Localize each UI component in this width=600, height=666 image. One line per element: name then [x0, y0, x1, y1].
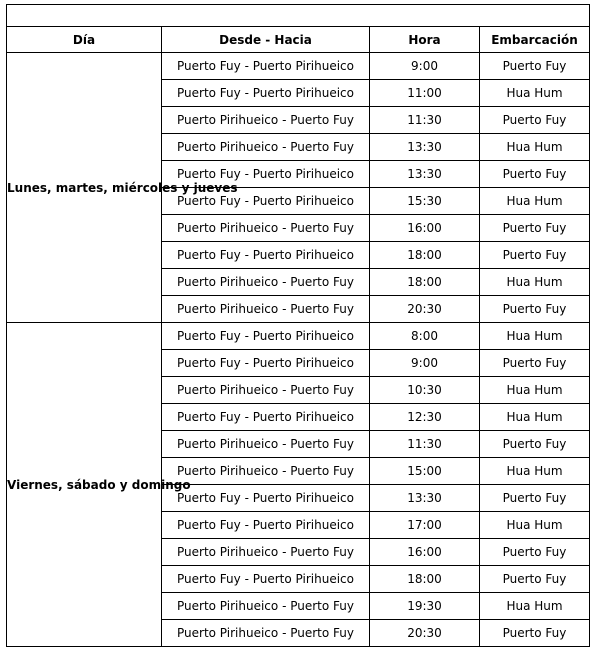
time-cell: 18:00: [370, 269, 480, 296]
route-cell: Puerto Fuy - Puerto Pirihueico: [162, 404, 370, 431]
header-hora: Hora: [370, 27, 480, 53]
boat-cell: Puerto Fuy: [480, 620, 590, 647]
table-header-row: [7, 27, 590, 53]
boat-cell: Hua Hum: [480, 377, 590, 404]
header-desde-hacia: Desde - Hacia: [162, 27, 370, 53]
boat-cell: Puerto Fuy: [480, 431, 590, 458]
route-cell: Puerto Fuy - Puerto Pirihueico: [162, 485, 370, 512]
time-cell: 10:30: [370, 377, 480, 404]
table-row: [7, 53, 590, 80]
boat-cell: Hua Hum: [480, 323, 590, 350]
boat-cell: Puerto Fuy: [480, 215, 590, 242]
route-cell: Puerto Fuy - Puerto Pirihueico: [162, 53, 370, 80]
route-cell: Puerto Pirihueico - Puerto Fuy: [162, 215, 370, 242]
boat-cell: Puerto Fuy: [480, 566, 590, 593]
route-cell: Puerto Fuy - Puerto Pirihueico: [162, 512, 370, 539]
boat-cell: Hua Hum: [480, 512, 590, 539]
time-cell: 15:30: [370, 188, 480, 215]
table-row: [7, 323, 590, 350]
time-cell: 20:30: [370, 620, 480, 647]
header-dia: Día: [7, 27, 162, 53]
time-cell: 18:00: [370, 566, 480, 593]
boat-cell: Puerto Fuy: [480, 242, 590, 269]
header-embarcacion: Embarcación: [480, 27, 590, 53]
time-cell: 16:00: [370, 539, 480, 566]
route-cell: Puerto Fuy - Puerto Pirihueico: [162, 80, 370, 107]
time-cell: 13:30: [370, 134, 480, 161]
boat-cell: Puerto Fuy: [480, 53, 590, 80]
route-cell: Puerto Pirihueico - Puerto Fuy: [162, 269, 370, 296]
boat-cell: Puerto Fuy: [480, 350, 590, 377]
route-cell: Puerto Pirihueico - Puerto Fuy: [162, 107, 370, 134]
time-cell: 11:00: [370, 80, 480, 107]
boat-cell: Puerto Fuy: [480, 539, 590, 566]
time-cell: 12:30: [370, 404, 480, 431]
boat-cell: Hua Hum: [480, 188, 590, 215]
route-cell: Puerto Pirihueico - Puerto Fuy: [162, 620, 370, 647]
time-cell: 13:30: [370, 485, 480, 512]
route-cell: Puerto Fuy - Puerto Pirihueico: [162, 161, 370, 188]
time-cell: 9:00: [370, 350, 480, 377]
route-cell: Puerto Pirihueico - Puerto Fuy: [162, 539, 370, 566]
time-cell: 19:30: [370, 593, 480, 620]
time-cell: 15:00: [370, 458, 480, 485]
time-cell: 11:30: [370, 107, 480, 134]
time-cell: 11:30: [370, 431, 480, 458]
boat-cell: Hua Hum: [480, 269, 590, 296]
table-blank-row: [7, 5, 590, 27]
ferry-schedule-table: [6, 4, 590, 647]
day-group-label: Viernes, sábado y domingo: [7, 323, 162, 647]
route-cell: Puerto Fuy - Puerto Pirihueico: [162, 188, 370, 215]
time-cell: 13:30: [370, 161, 480, 188]
time-cell: 8:00: [370, 323, 480, 350]
time-cell: 16:00: [370, 215, 480, 242]
route-cell: Puerto Fuy - Puerto Pirihueico: [162, 566, 370, 593]
schedule-container: [6, 4, 590, 647]
route-cell: Puerto Pirihueico - Puerto Fuy: [162, 458, 370, 485]
route-cell: Puerto Fuy - Puerto Pirihueico: [162, 242, 370, 269]
boat-cell: Hua Hum: [480, 80, 590, 107]
time-cell: 20:30: [370, 296, 480, 323]
time-cell: 18:00: [370, 242, 480, 269]
route-cell: Puerto Fuy - Puerto Pirihueico: [162, 323, 370, 350]
boat-cell: Puerto Fuy: [480, 161, 590, 188]
route-cell: Puerto Fuy - Puerto Pirihueico: [162, 350, 370, 377]
boat-cell: Puerto Fuy: [480, 107, 590, 134]
time-cell: 9:00: [370, 53, 480, 80]
route-cell: Puerto Pirihueico - Puerto Fuy: [162, 593, 370, 620]
boat-cell: Puerto Fuy: [480, 296, 590, 323]
boat-cell: Hua Hum: [480, 134, 590, 161]
blank-cell: [7, 5, 590, 27]
route-cell: Puerto Pirihueico - Puerto Fuy: [162, 431, 370, 458]
boat-cell: Hua Hum: [480, 593, 590, 620]
route-cell: Puerto Pirihueico - Puerto Fuy: [162, 296, 370, 323]
route-cell: Puerto Pirihueico - Puerto Fuy: [162, 134, 370, 161]
time-cell: 17:00: [370, 512, 480, 539]
day-group-label: Lunes, martes, miércoles y jueves: [7, 53, 162, 323]
route-cell: Puerto Pirihueico - Puerto Fuy: [162, 377, 370, 404]
boat-cell: Puerto Fuy: [480, 485, 590, 512]
boat-cell: Hua Hum: [480, 404, 590, 431]
boat-cell: Hua Hum: [480, 458, 590, 485]
